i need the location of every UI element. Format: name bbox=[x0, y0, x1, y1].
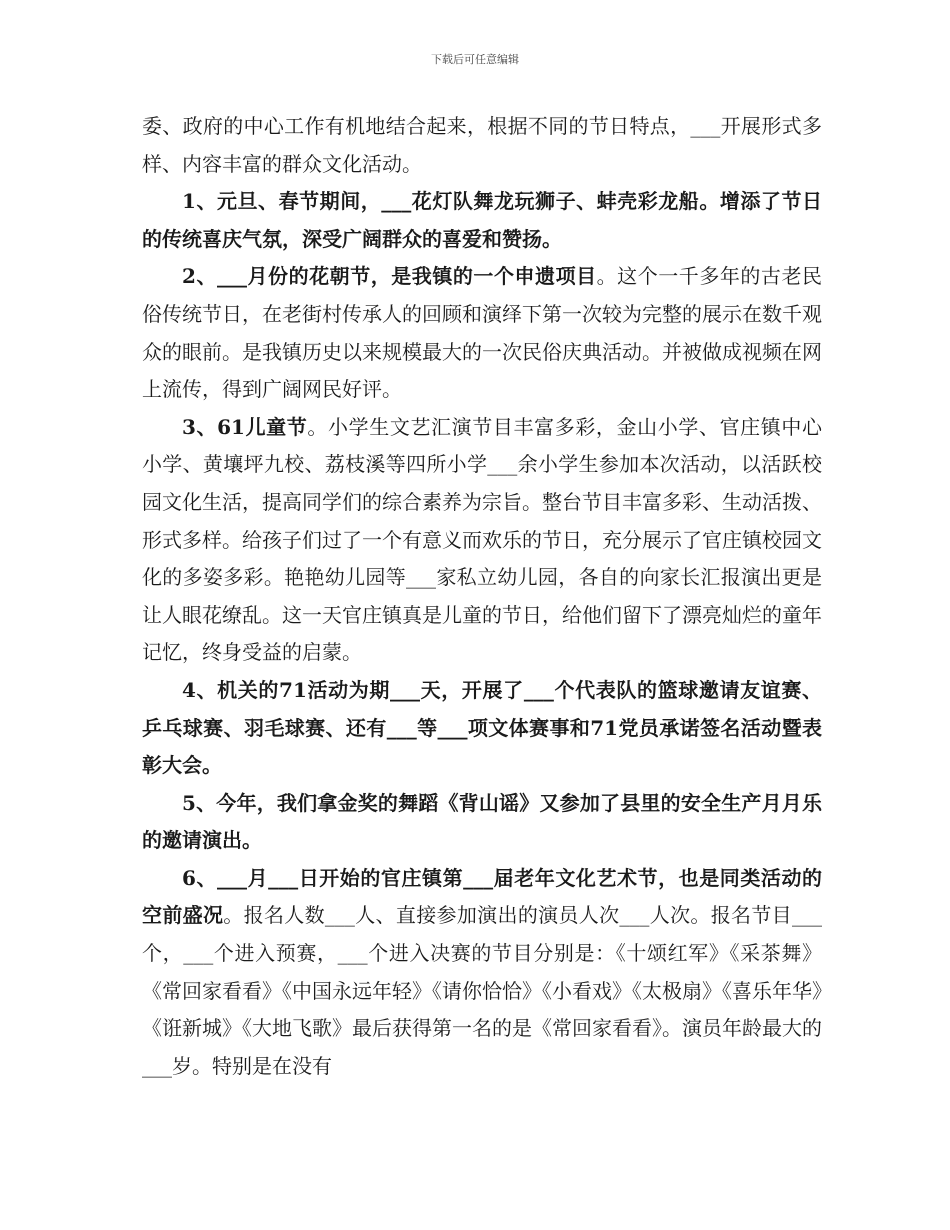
paragraph-bold-text: 5、今年，我们拿金奖的舞蹈《背山谣》又参加了县里的安全生产月月乐的邀请演出。 bbox=[142, 790, 822, 853]
page-header: 下载后可任意编辑 bbox=[431, 53, 519, 66]
paragraph-bold-text: 2、___月份的花朝节，是我镇的一个申遗项目 bbox=[182, 264, 597, 289]
paragraph-item-5 bbox=[142, 785, 822, 860]
paragraph-bold-text: 6、___月___日开始的官庄镇第___届老年文化艺术节，也是同类活动的空前盛况 bbox=[142, 865, 822, 928]
paragraph-item-6 bbox=[142, 860, 822, 1086]
paragraph-text: 。小学生文艺汇演节目丰富多彩，金山小学、官庄镇中心小学、黄壤坪九校、荔枝溪等四所小学___余小学生参加本次活动，以活跃校园文化生活，提高同学们的综合素养为宗旨。整台节目丰富多彩、生动活拨、形式多样。给孩子们过了一个有意义而欢乐的节日，充分展示了官庄镇校园文化的多姿多彩。艳艳幼儿园等___家私立幼儿园，各自的向家长汇报演出更是让人眼花缭乱。这一天官庄镇真是儿童的节日，给他们留下了漂亮灿烂的童年记忆，终身受益的启蒙。 bbox=[142, 414, 823, 665]
document-body bbox=[142, 108, 822, 1085]
paragraph-item-2 bbox=[142, 258, 822, 408]
paragraph-continuation bbox=[142, 108, 822, 183]
paragraph-bold-text: 3、61儿童节 bbox=[182, 414, 308, 439]
paragraph-text: 。这个一千多年的古老民俗传统节日，在老街村传承人的回顾和演绎下第一次较为完整的展示在数千观众的眼前。是我镇历史以来规模最大的一次民俗庆典活动。并被做成视频在网上流传，得到广阔网民好评。 bbox=[142, 264, 822, 402]
paragraph-item-3 bbox=[142, 409, 822, 672]
paragraph-bold-text: 1、元旦、春节期间，___花灯队舞龙玩狮子、蚌壳彩龙船。增添了节日的传统喜庆气氛，深受广阔群众的喜爱和赞扬。 bbox=[142, 189, 822, 251]
paragraph-item-4 bbox=[142, 672, 822, 785]
paragraph-bold-text: 4、机关的71活动为期___天，开展了___个代表队的篮球邀请友谊赛、乒乓球赛、羽毛球赛、还有___等___项文体赛事和71党员承诺签名活动暨表彰大会。 bbox=[142, 677, 822, 778]
paragraph-item-1 bbox=[142, 183, 822, 258]
paragraph-text: 。报名人数___人、直接参加演出的演员人次___人次。报名节目___个，___个进入预赛，___个进入决赛的节目分别是：《十颂红军》《采茶舞》《常回家看看》《中国永远年轻》《请你恰恰》《小看戏》《太极扇》《喜乐年华》《诳新城》《大地飞歌》最后获得第一名的是《常回家看看》。演员年龄最大的___岁。特别是在没有 bbox=[142, 903, 823, 1078]
paragraph-text: 委、政府的中心工作有机地结合起来，根据不同的节日特点，___开展形式多样、内容丰富的群众文化活动。 bbox=[142, 114, 822, 176]
